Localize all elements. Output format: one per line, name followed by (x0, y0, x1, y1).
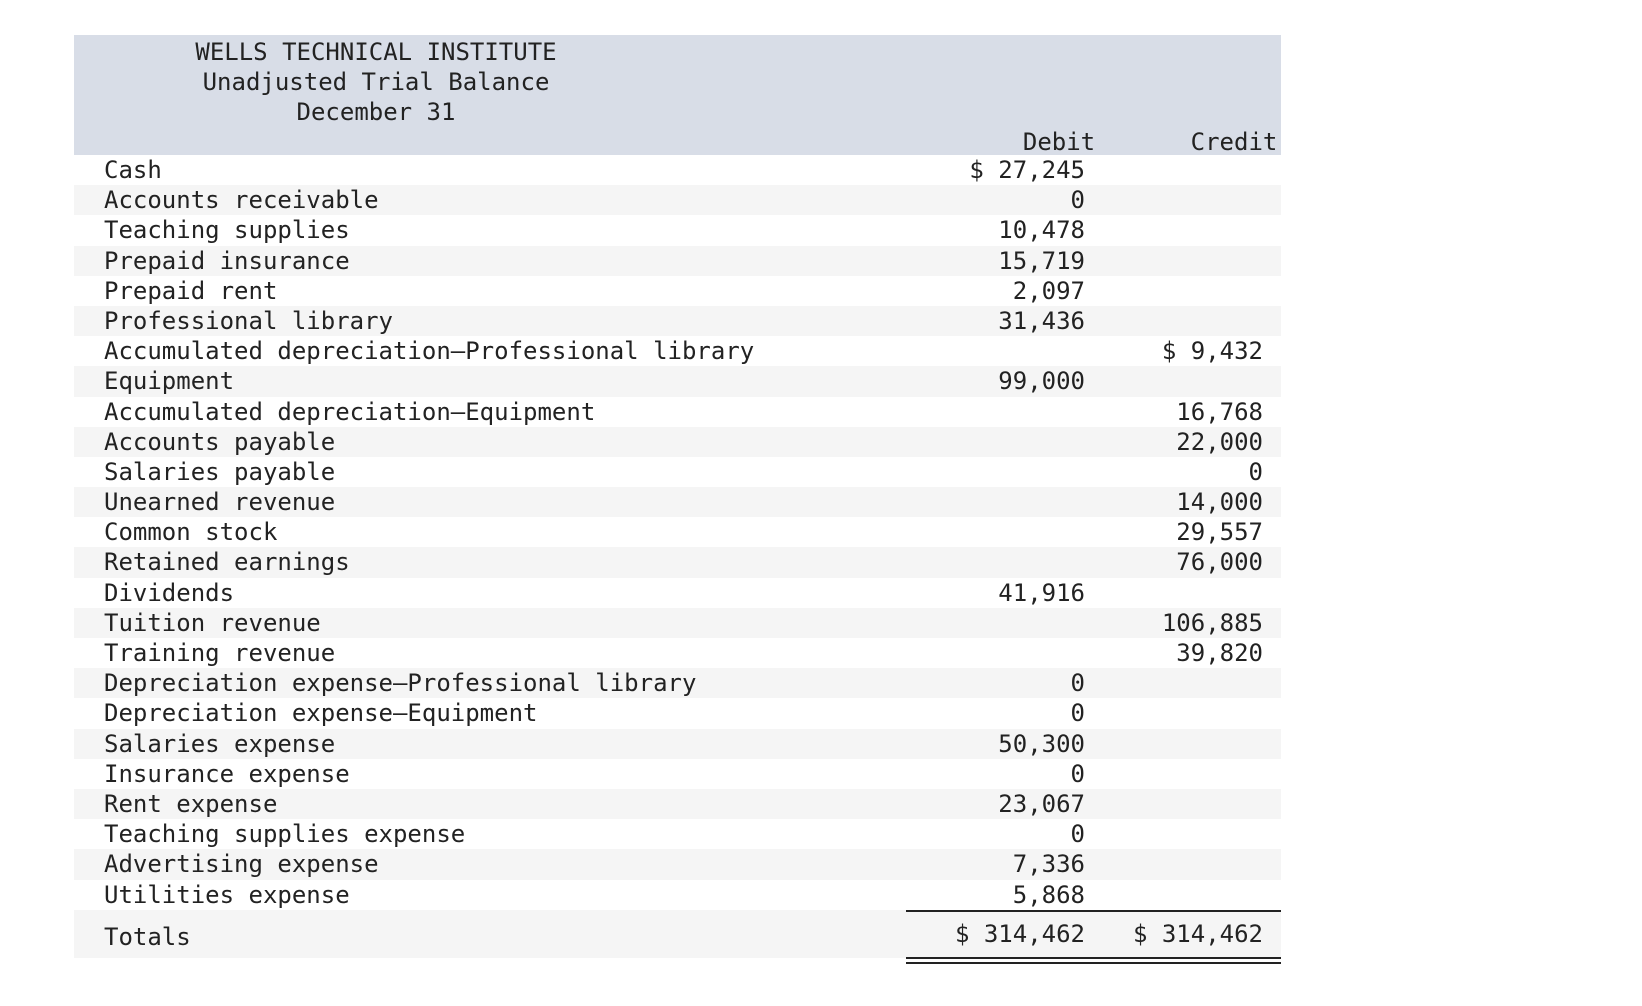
company-name: WELLS TECHNICAL INSTITUTE (195, 38, 557, 66)
totals-credit: $ 314,462 (1132, 919, 1263, 948)
credit-amount: 39,820 (1176, 639, 1263, 667)
account-name: Common stock (104, 518, 278, 547)
account-name: Depreciation expense—Equipment (104, 699, 538, 728)
trial-balance-table (74, 35, 1281, 958)
debit-column-header: Debit (1022, 128, 1096, 156)
table-row (74, 155, 1281, 185)
debit-amount: 0 (1070, 699, 1085, 728)
debit-amount: 0 (1070, 759, 1085, 788)
debit-amount: 0 (1070, 820, 1085, 849)
debit-amount: 0 (1070, 186, 1085, 215)
account-name: Retained earnings (104, 548, 350, 577)
table-row (74, 336, 1281, 366)
table-header (74, 35, 1281, 155)
account-name: Depreciation expense—Professional library (104, 669, 697, 698)
totals-debit: $ 314,462 (954, 919, 1085, 948)
table-row (74, 789, 1281, 819)
table-row (74, 306, 1281, 336)
table-row (74, 427, 1281, 457)
account-name: Utilities expense (104, 880, 350, 909)
account-name: Dividends (104, 578, 235, 607)
account-name: Tuition revenue (104, 608, 321, 637)
totals-label: Totals (104, 922, 191, 951)
report-title-block (74, 37, 678, 127)
totals-row (74, 910, 1281, 958)
debit-amount: 31,436 (998, 306, 1085, 335)
totals-single-rule (906, 910, 1281, 912)
table-row (74, 759, 1281, 789)
account-name: Unearned revenue (104, 488, 336, 517)
table-row (74, 608, 1281, 638)
account-name: Rent expense (104, 789, 278, 818)
account-name: Prepaid rent (104, 276, 278, 305)
report-date: December 31 (296, 98, 456, 126)
debit-amount: 5,868 (1012, 880, 1085, 909)
account-name: Prepaid insurance (104, 246, 350, 275)
table-row (74, 819, 1281, 849)
account-name: Salaries payable (104, 457, 336, 486)
account-name: Salaries expense (104, 729, 336, 758)
table-row (74, 698, 1281, 728)
debit-amount: 7,336 (1012, 850, 1085, 879)
account-name: Advertising expense (104, 850, 379, 879)
account-name: Accumulated depreciation—Equipment (104, 397, 596, 426)
table-row (74, 729, 1281, 759)
table-row (74, 880, 1281, 910)
credit-column-header: Credit (1190, 128, 1278, 156)
credit-amount: 29,557 (1176, 518, 1263, 547)
debit-amount: 41,916 (998, 578, 1085, 607)
table-row (74, 517, 1281, 547)
debit-amount: 2,097 (1012, 276, 1085, 305)
account-name: Professional library (104, 306, 393, 335)
table-row (74, 849, 1281, 879)
account-name: Cash (104, 156, 162, 184)
account-name: Accumulated depreciation—Professional library (104, 337, 755, 366)
debit-amount: 99,000 (998, 367, 1085, 396)
credit-amount: 106,885 (1161, 608, 1263, 637)
table-row (74, 668, 1281, 698)
debit-amount: $ 27,245 (969, 156, 1085, 184)
credit-amount: 14,000 (1176, 488, 1263, 517)
account-name: Teaching supplies expense (104, 820, 466, 849)
debit-amount: 10,478 (998, 216, 1085, 245)
credit-amount: 76,000 (1176, 548, 1263, 577)
account-name: Accounts payable (104, 427, 336, 456)
account-name: Equipment (104, 367, 235, 396)
totals-double-rule (906, 957, 1281, 964)
credit-amount: 16,768 (1176, 397, 1263, 426)
table-row (74, 487, 1281, 517)
account-name: Teaching supplies (104, 216, 350, 245)
account-name: Insurance expense (104, 759, 350, 788)
table-row (74, 638, 1281, 668)
table-row (74, 578, 1281, 608)
table-row (74, 215, 1281, 245)
table-row (74, 276, 1281, 306)
credit-amount: 0 (1248, 457, 1263, 486)
account-name: Training revenue (104, 639, 336, 667)
debit-amount: 0 (1070, 669, 1085, 698)
table-row (74, 246, 1281, 276)
table-row (74, 185, 1281, 215)
debit-amount: 50,300 (998, 729, 1085, 758)
table-row (74, 366, 1281, 396)
account-rows (74, 155, 1281, 910)
debit-amount: 23,067 (998, 789, 1085, 818)
report-name: Unadjusted Trial Balance (202, 68, 550, 96)
table-row (74, 397, 1281, 427)
table-row (74, 547, 1281, 577)
table-row (74, 457, 1281, 487)
account-name: Accounts receivable (104, 186, 379, 215)
credit-amount: $ 9,432 (1161, 337, 1263, 366)
debit-amount: 15,719 (998, 246, 1085, 275)
credit-amount: 22,000 (1176, 427, 1263, 456)
